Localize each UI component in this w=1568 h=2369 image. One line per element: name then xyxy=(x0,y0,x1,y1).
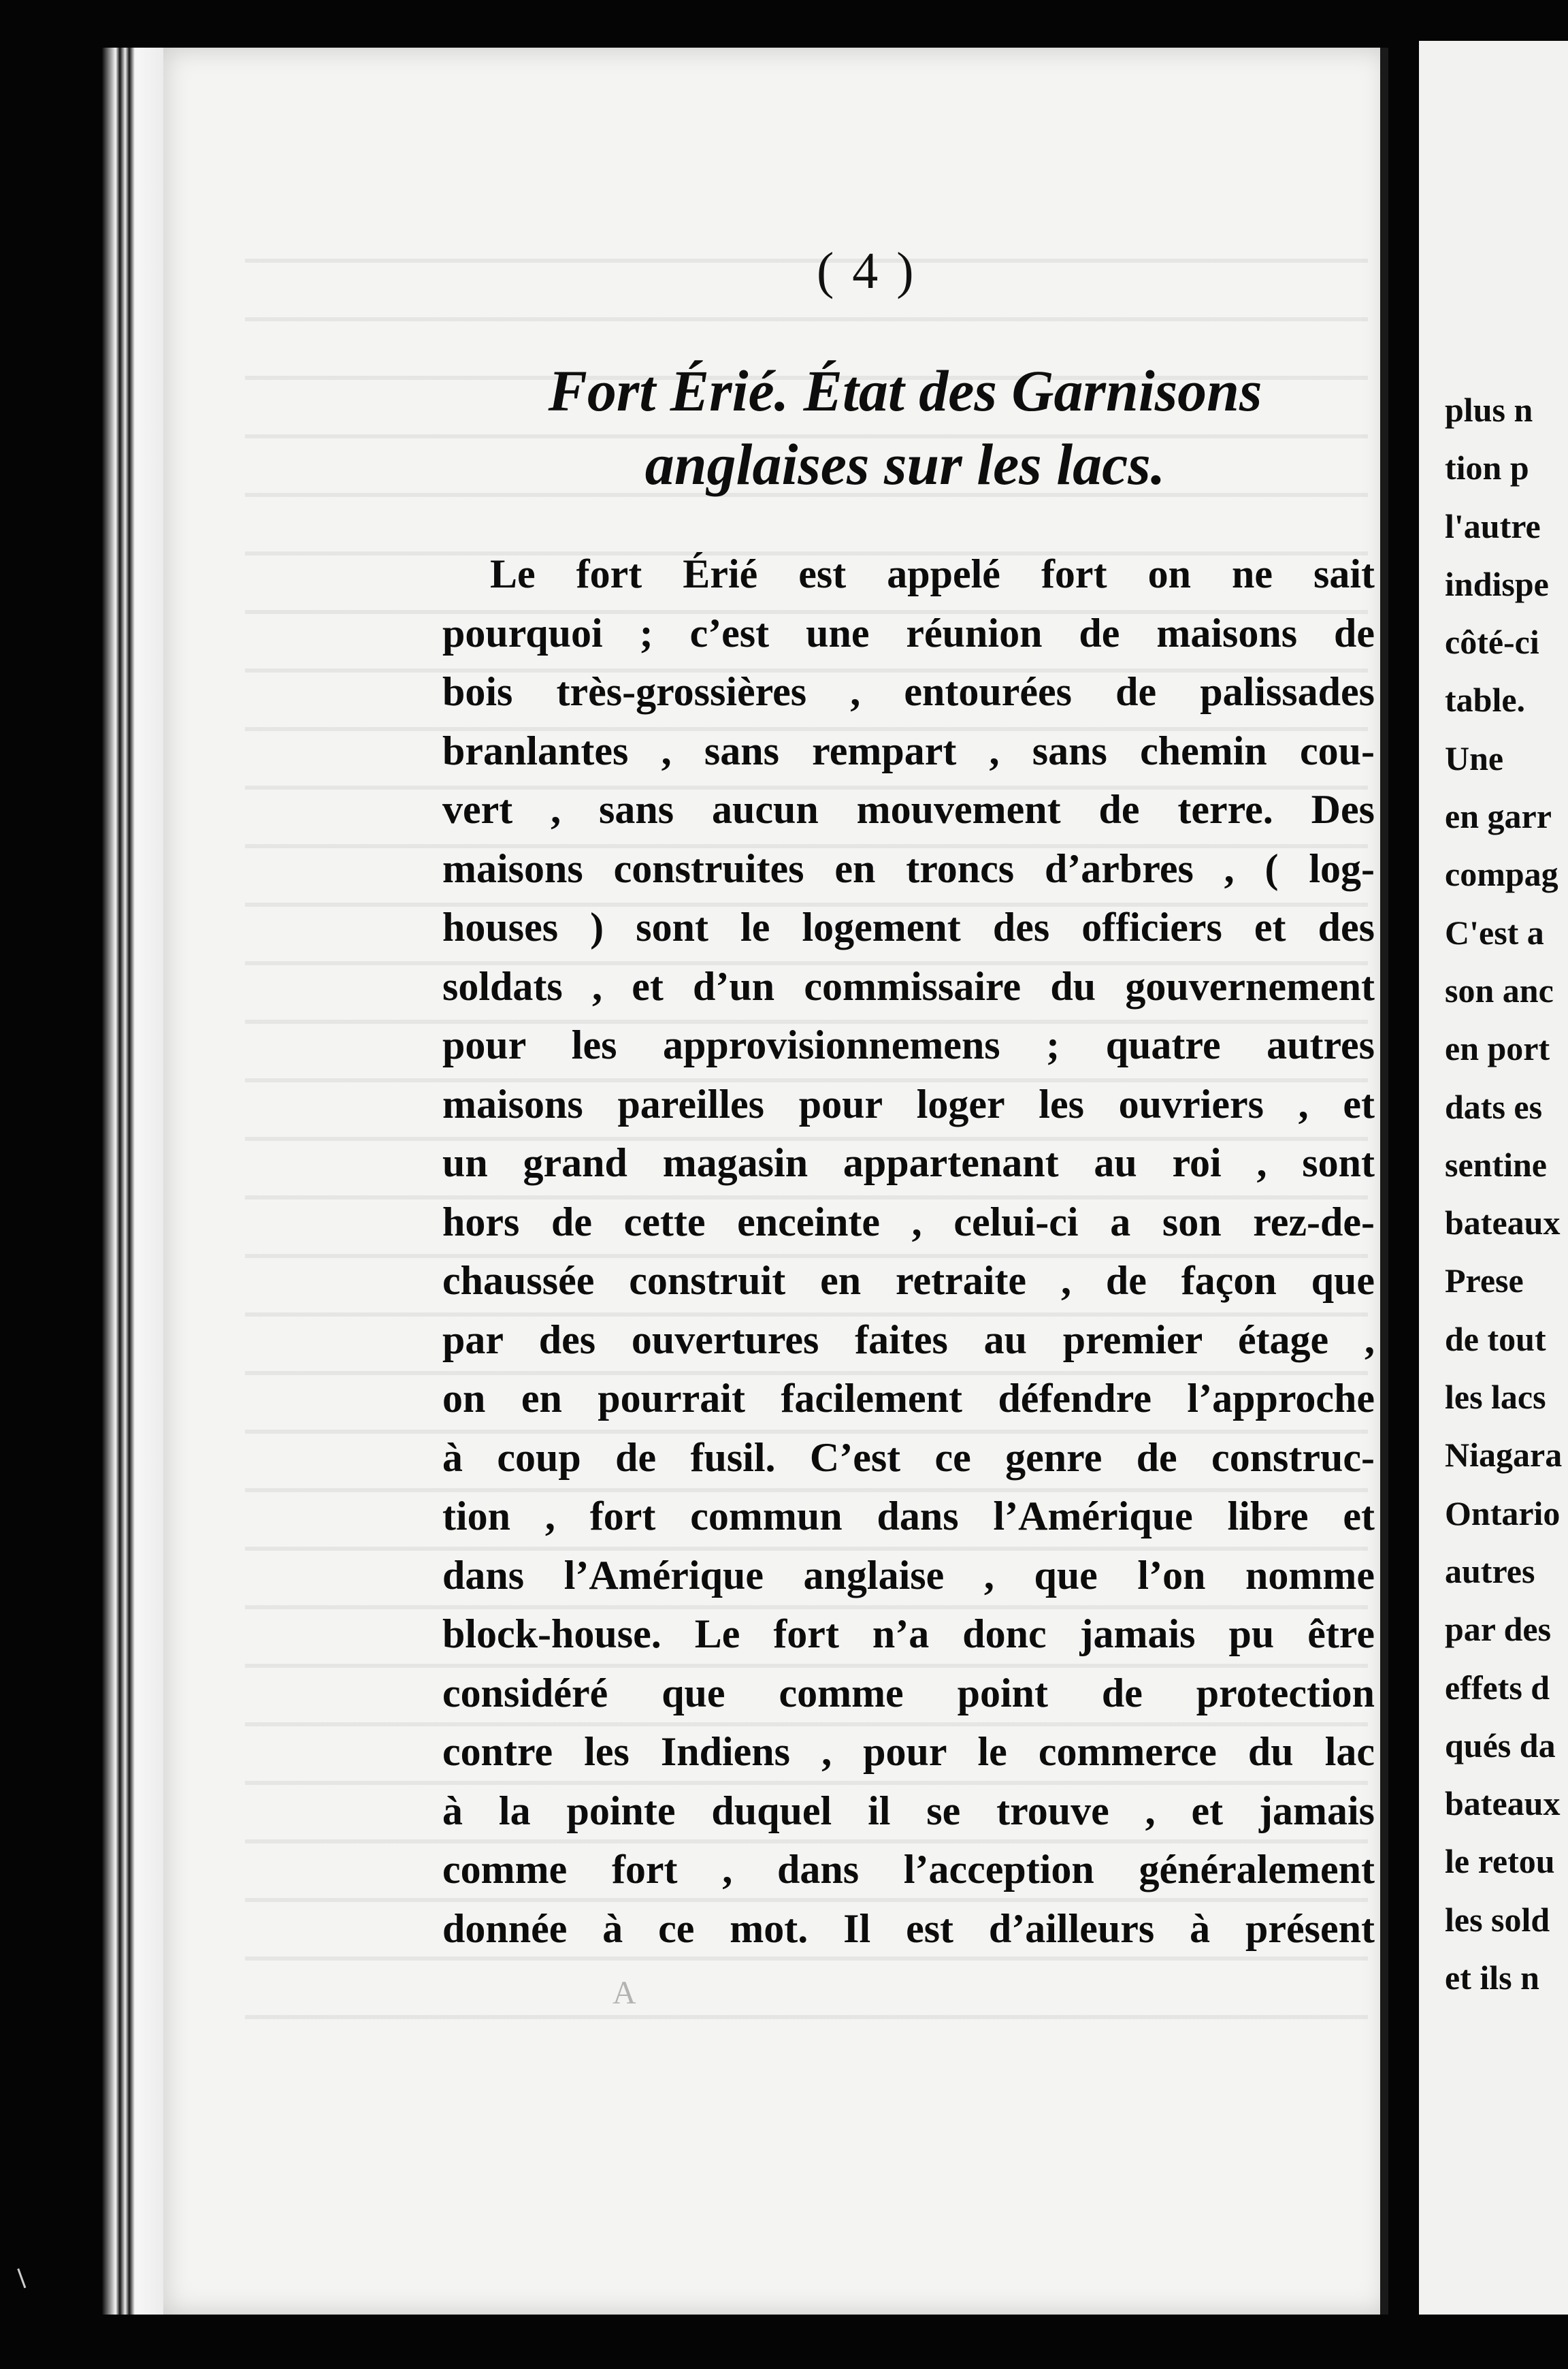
adjacent-text-line: Ontario xyxy=(1445,1494,1561,1532)
chapter-title xyxy=(476,354,1334,501)
text-line: comme fort , dans l’acception généralement xyxy=(442,1847,1375,1892)
text-line: maisons pareilles pour loger les ouvriers , et xyxy=(442,1081,1375,1127)
page-number: ( 4 ) xyxy=(817,242,917,300)
adjacent-page-text xyxy=(1419,381,1562,2007)
scan-artifact xyxy=(17,2266,32,2289)
text-line: dans l’Amérique anglaise , que l’on nomme xyxy=(442,1552,1375,1598)
text-line: Le fort Érié est appelé fort on ne sait xyxy=(490,551,1375,596)
adjacent-text-line: autres xyxy=(1445,1551,1535,1590)
adjacent-text-line: côté-ci xyxy=(1445,623,1539,662)
adjacent-text-line: compag xyxy=(1445,855,1558,894)
adjacent-text-line: effets d xyxy=(1445,1668,1550,1707)
text-line: à coup de fusil. C’est ce genre de construc- xyxy=(442,1434,1375,1480)
adjacent-text-line: dats es xyxy=(1445,1087,1543,1126)
text-line: à la pointe duquel il se trouve , et jamais xyxy=(442,1788,1375,1833)
adjacent-text-line: Niagara xyxy=(1445,1436,1563,1474)
adjacent-text-line: les lacs xyxy=(1445,1378,1546,1417)
signature-mark: A xyxy=(612,1975,636,2011)
chapter-title-line: anglaises sur les lacs. xyxy=(644,432,1166,497)
text-line: houses ) sont le logement des officiers et des xyxy=(442,905,1375,950)
book-edge xyxy=(102,48,163,2315)
text-line: block-house. Le fort n’a donc jamais pu être xyxy=(442,1611,1375,1656)
adjacent-text-line: en garr xyxy=(1445,797,1552,836)
adjacent-text-line: le retou xyxy=(1445,1842,1555,1881)
adjacent-text-line: bateaux xyxy=(1445,1204,1561,1242)
adjacent-text-line: de tout xyxy=(1445,1319,1546,1358)
text-line: par des ouvertures faites au premier étage , xyxy=(442,1317,1375,1362)
adjacent-text-line: et ils n xyxy=(1445,1959,1539,1997)
text-line: pour les approvisionnemens ; quatre autres xyxy=(442,1022,1375,1067)
text-line: branlantes , sans rempart , sans chemin cou- xyxy=(442,728,1375,773)
text-line: hors de cette enceinte , celui-ci a son rez-de- xyxy=(442,1199,1375,1244)
adjacent-text-line: sentine xyxy=(1445,1145,1547,1184)
adjacent-text-line: tion p xyxy=(1445,449,1529,487)
text-line: contre les Indiens , pour le commerce du lac xyxy=(442,1729,1375,1774)
adjacent-text-line: en port xyxy=(1445,1029,1550,1068)
text-line: maisons construites en troncs d’arbres , ( log- xyxy=(442,845,1375,891)
adjacent-text-line: par des xyxy=(1445,1610,1552,1649)
adjacent-text-line: indispe xyxy=(1445,564,1549,603)
text-line: vert , sans aucun mouvement de terre. Des xyxy=(442,787,1375,832)
chapter-title-line: Fort Érié. État des Garnisons xyxy=(548,358,1262,423)
body-paragraph xyxy=(442,545,1375,1958)
adjacent-text-line: table. xyxy=(1445,681,1526,720)
adjacent-text-line: qués da xyxy=(1445,1726,1556,1764)
adjacent-text-line: l'autre xyxy=(1445,506,1541,545)
text-line: donnée à ce mot. Il est d’ailleurs à présent xyxy=(442,1905,1375,1951)
text-line: chaussée construit en retraite , de façon que xyxy=(442,1258,1375,1303)
adjacent-text-line: Prese xyxy=(1445,1261,1524,1300)
text-line: on en pourrait facilement défendre l’approche xyxy=(442,1376,1375,1421)
adjacent-text-line: plus n xyxy=(1445,391,1533,429)
text-line: pourquoi ; c’est une réunion de maisons de xyxy=(442,610,1375,656)
text-line: bois très-grossières , entourées de palissades xyxy=(442,669,1375,714)
text-line: tion , fort commun dans l’Amérique libre et xyxy=(442,1494,1375,1538)
adjacent-text-line: Une xyxy=(1445,739,1504,777)
text-line: considéré que comme point de protection xyxy=(442,1670,1375,1715)
adjacent-text-line: son anc xyxy=(1445,971,1554,1010)
adjacent-text-line: bateaux xyxy=(1445,1784,1561,1823)
text-line: soldats , et d’un commissaire du gouvernement xyxy=(442,963,1375,1009)
adjacent-text-line: C'est a xyxy=(1445,913,1544,952)
adjacent-text-line: les sold xyxy=(1445,1900,1550,1939)
adjacent-page xyxy=(1419,41,1568,2315)
text-line: un grand magasin appartenant au roi , sont xyxy=(442,1140,1375,1185)
